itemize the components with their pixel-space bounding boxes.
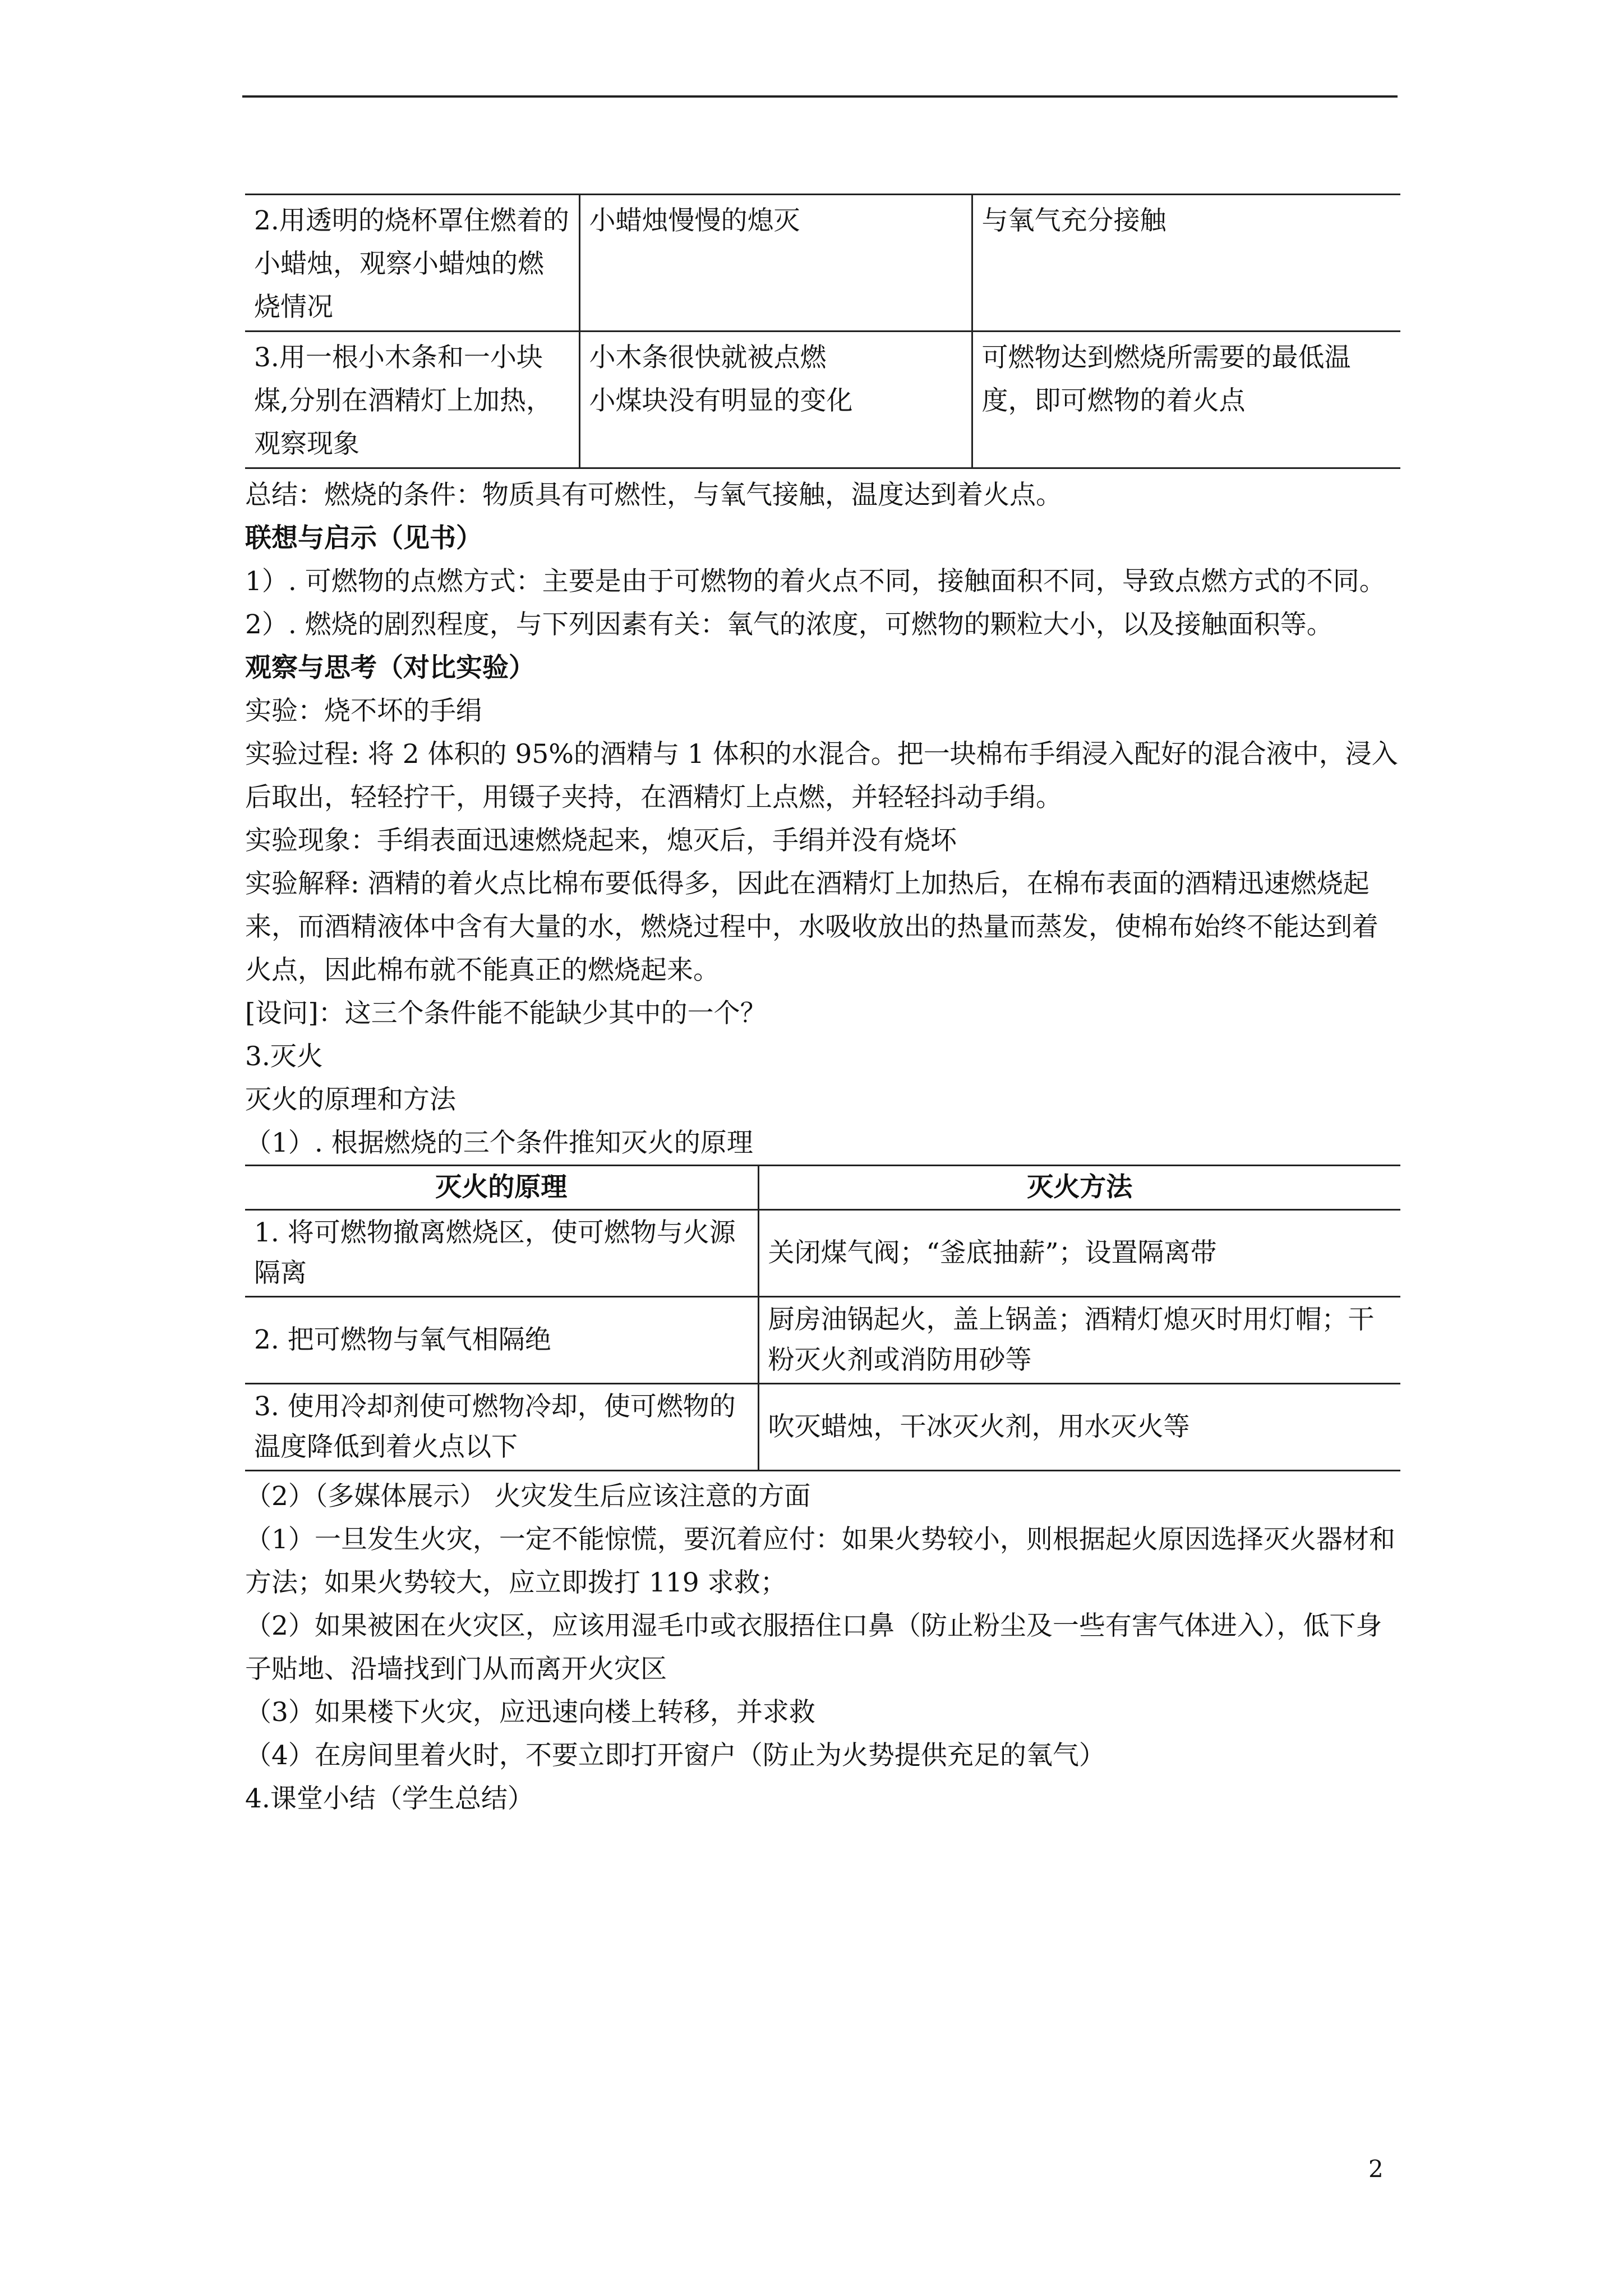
paragraph: 实验：烧不坏的手绢 <box>245 696 482 726</box>
table-cell: 2. 把可燃物与氧气相隔绝 <box>245 1297 758 1384</box>
table-cell: 厨房油锅起火，盖上锅盖；酒精灯熄灭时用灯帽；干粉灭火剂或消防用砂等 <box>758 1297 1400 1384</box>
table-cell: 3. 使用冷却剂使可燃物冷却，使可燃物的温度降低到着火点以下 <box>245 1384 758 1471</box>
column-header: 灭火方法 <box>758 1166 1400 1210</box>
paragraph: 实验过程: 将 2 体积的 95%的酒精与 1 体积的水混合。把一块棉布手绢浸入配好的混合液中，浸入后取出，轻轻拧干，用镊子夹持，在酒精灯上点燃，并轻轻抖动手绢。 <box>245 739 1398 813</box>
column-header: 灭火的原理 <box>245 1166 758 1210</box>
paragraph: （1）. 根据燃烧的三个条件推知灭火的原理 <box>245 1128 753 1158</box>
paragraph: 实验现象：手绢表面迅速燃烧起来，熄灭后，手绢并没有烧坏 <box>245 825 957 856</box>
header-rule <box>242 95 1398 98</box>
page-number: 2 <box>1368 2155 1384 2183</box>
section-heading: 联想与启示（见书） <box>245 523 482 554</box>
section-heading: 观察与思考（对比实验） <box>245 652 535 683</box>
paragraph: （2）（多媒体展示） 火灾发生后应该注意的方面 <box>245 1481 811 1512</box>
cell-line: 小煤块没有明显的变化 <box>589 385 853 416</box>
paragraph: 4.课堂小结（学生总结） <box>245 1783 534 1814</box>
table-cell: 关闭煤气阀；“釜底抽薪”；设置隔离带 <box>758 1210 1400 1297</box>
table-row <box>245 1384 1400 1471</box>
cell-line: 小木条很快就被点燃 <box>589 342 827 373</box>
list-item: （3）如果楼下火灾，应迅速向楼上转移，并求救 <box>245 1697 815 1728</box>
list-item: （1）一旦发生火灾，一定不能惊慌，要沉着应付：如果火势较小，则根据起火原因选择灭火器材和方法；如果火势较大，应立即拨打 119 求救； <box>245 1524 1395 1598</box>
table-cell <box>579 332 972 468</box>
table-row <box>245 1210 1400 1297</box>
table-cell: 3.用一根小木条和一小块煤,分别在酒精灯上加热，观察现象 <box>245 332 579 468</box>
paragraph: 实验解释: 酒精的着火点比棉布要低得多，因此在酒精灯上加热后，在棉布表面的酒精迅速燃烧起来，而酒精液体中含有大量的水，燃烧过程中，水吸收放出的热量而蒸发，使棉布始终不能达到着火点，因此棉布就不能真正的燃烧起来。 <box>245 868 1378 986</box>
table-cell: 2.用透明的烧杯罩住燃着的小蜡烛，观察小蜡烛的燃烧情况 <box>245 195 579 332</box>
fire-extinguishing-table <box>245 1165 1400 1471</box>
table-cell: 小蜡烛慢慢的熄灭 <box>579 195 972 332</box>
table-row <box>245 195 1400 332</box>
table-cell: 与氧气充分接触 <box>972 195 1400 332</box>
table-header-row <box>245 1166 1400 1210</box>
document-body <box>245 194 1400 1820</box>
list-item: （4）在房间里着火时，不要立即打开窗户（防止为火势提供充足的氧气） <box>245 1740 1105 1771</box>
table-cell: 1. 将可燃物撤离燃烧区，使可燃物与火源隔离 <box>245 1210 758 1297</box>
table-cell: 吹灭蜡烛，干冰灭火剂，用水灭火等 <box>758 1384 1400 1471</box>
paragraph: 2）. 燃烧的剧烈程度，与下列因素有关：氧气的浓度，可燃物的颗粒大小，以及接触面积等。 <box>245 609 1333 640</box>
table-row <box>245 1297 1400 1384</box>
table-row <box>245 332 1400 468</box>
summary-paragraph: 总结：燃烧的条件：物质具有可燃性，与氧气接触，温度达到着火点。 <box>245 480 1062 510</box>
experiment-table <box>245 194 1400 469</box>
list-item: （2）如果被困在火灾区，应该用湿毛巾或衣服捂住口鼻（防止粉尘及一些有害气体进入），低下身子贴地、沿墙找到门从而离开火灾区 <box>245 1611 1382 1685</box>
paragraph: 1）. 可燃物的点燃方式：主要是由于可燃物的着火点不同，接触面积不同，导致点燃方式的不同。 <box>245 566 1386 597</box>
paragraph: [设问]：这三个条件能不能缺少其中的一个？ <box>245 998 767 1029</box>
paragraph: 灭火的原理和方法 <box>245 1084 456 1115</box>
table-cell: 可燃物达到燃烧所需要的最低温度，即可燃物的着火点 <box>972 332 1400 468</box>
section-heading: 3.灭火 <box>245 1041 323 1072</box>
